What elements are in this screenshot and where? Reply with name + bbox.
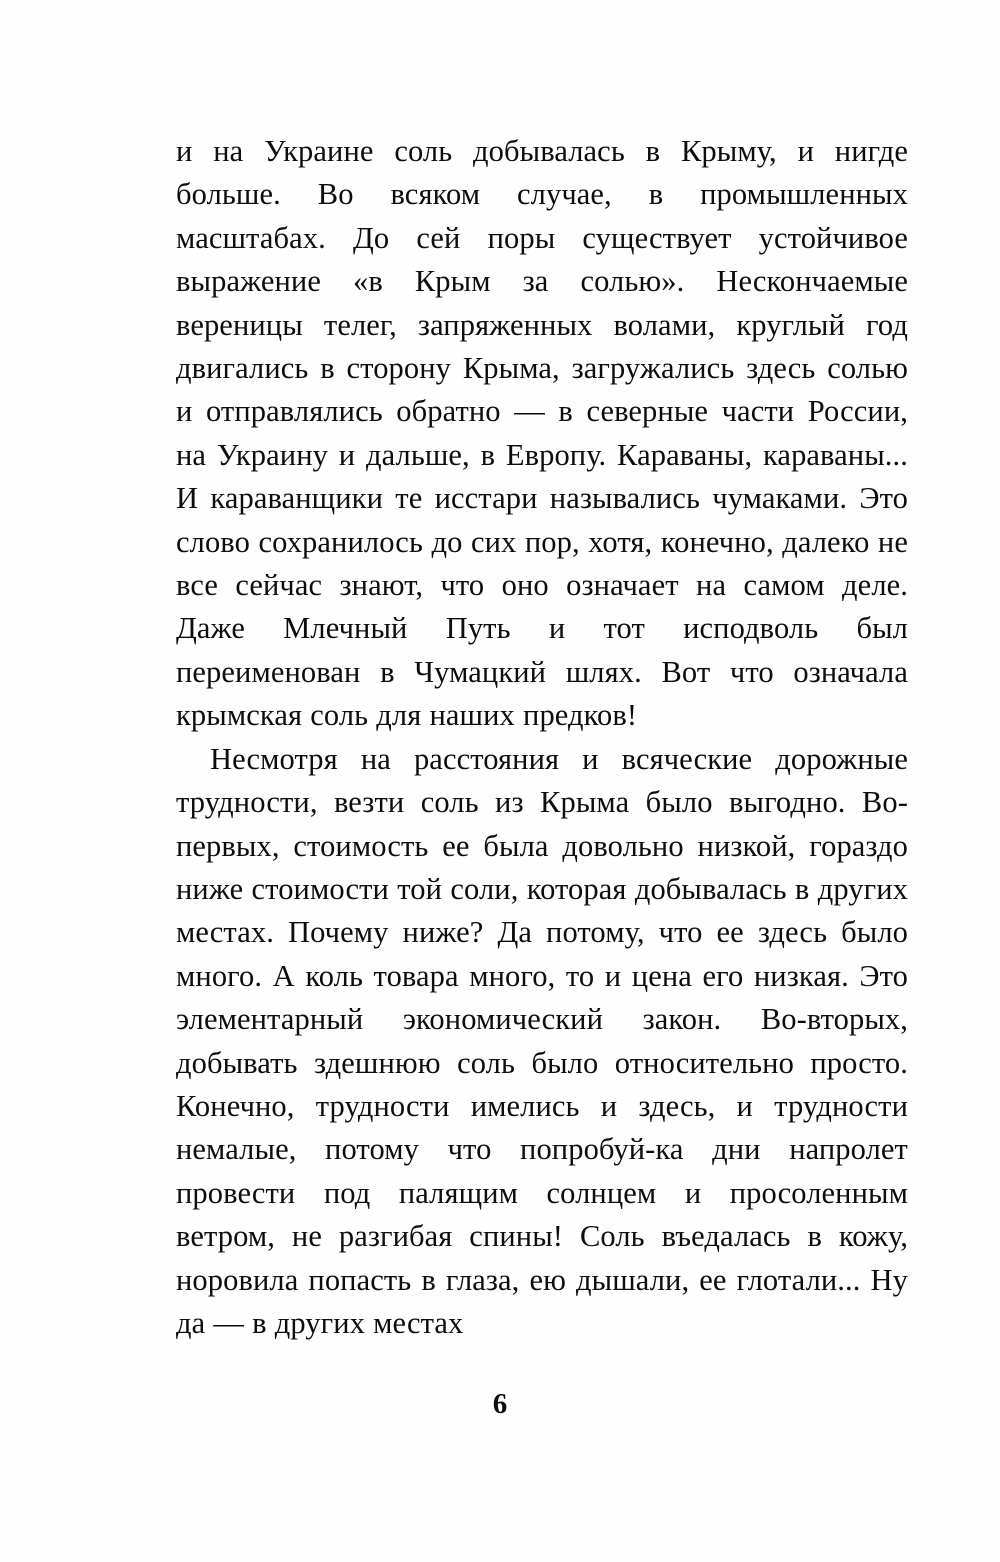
paragraph-1: и на Украине соль добывалась в Крыму, и нигде больше. Во всяком случае, в промышленных масштабах. До сей поры существует устойчивое выражение «в Крым за солью». Нескончаемые вереницы телег, запряженных волами, круглый год двигались в сторону Крыма, загружались здесь солью и отправлялись обратно — в северные части России, на Украину и дальше, в Европу. Караваны, караваны... И караванщики те исстари назывались чумаками. Это слово сохранилось до сих пор, хотя, конечно, далеко не все сейчас знают, что оно означает на самом деле. Даже Млечный Путь и тот исподволь был переименован в Чумацкий шлях. Вот что означала крымская соль для наших предков!: [176, 134, 908, 733]
paragraph-2: Несмотря на расстояния и всяческие дорожные трудности, везти соль из Крыма было выгодно. Во-первых, стоимость ее была довольно низкой, гораздо ниже стоимости той соли, которая добывалась в других местах. Почему ниже? Да потому, что ее здесь было много. А коль товара много, то и цена его низкая. Это элементарный экономический закон. Во-вторых, добывать здешнюю соль было относительно просто. Конечно, трудности имелись и здесь, и трудности немалые, потому что попробуй-ка дни напролет провести под палящим солнцем и просоленным ветром, не разгибая спины! Соль въедалась в кожу, норовила попасть в глаза, ею дышали, ее глотали... Ну да — в других местах: [176, 741, 908, 1340]
page-number: 6: [492, 1388, 508, 1420]
text-column: [176, 130, 908, 1345]
